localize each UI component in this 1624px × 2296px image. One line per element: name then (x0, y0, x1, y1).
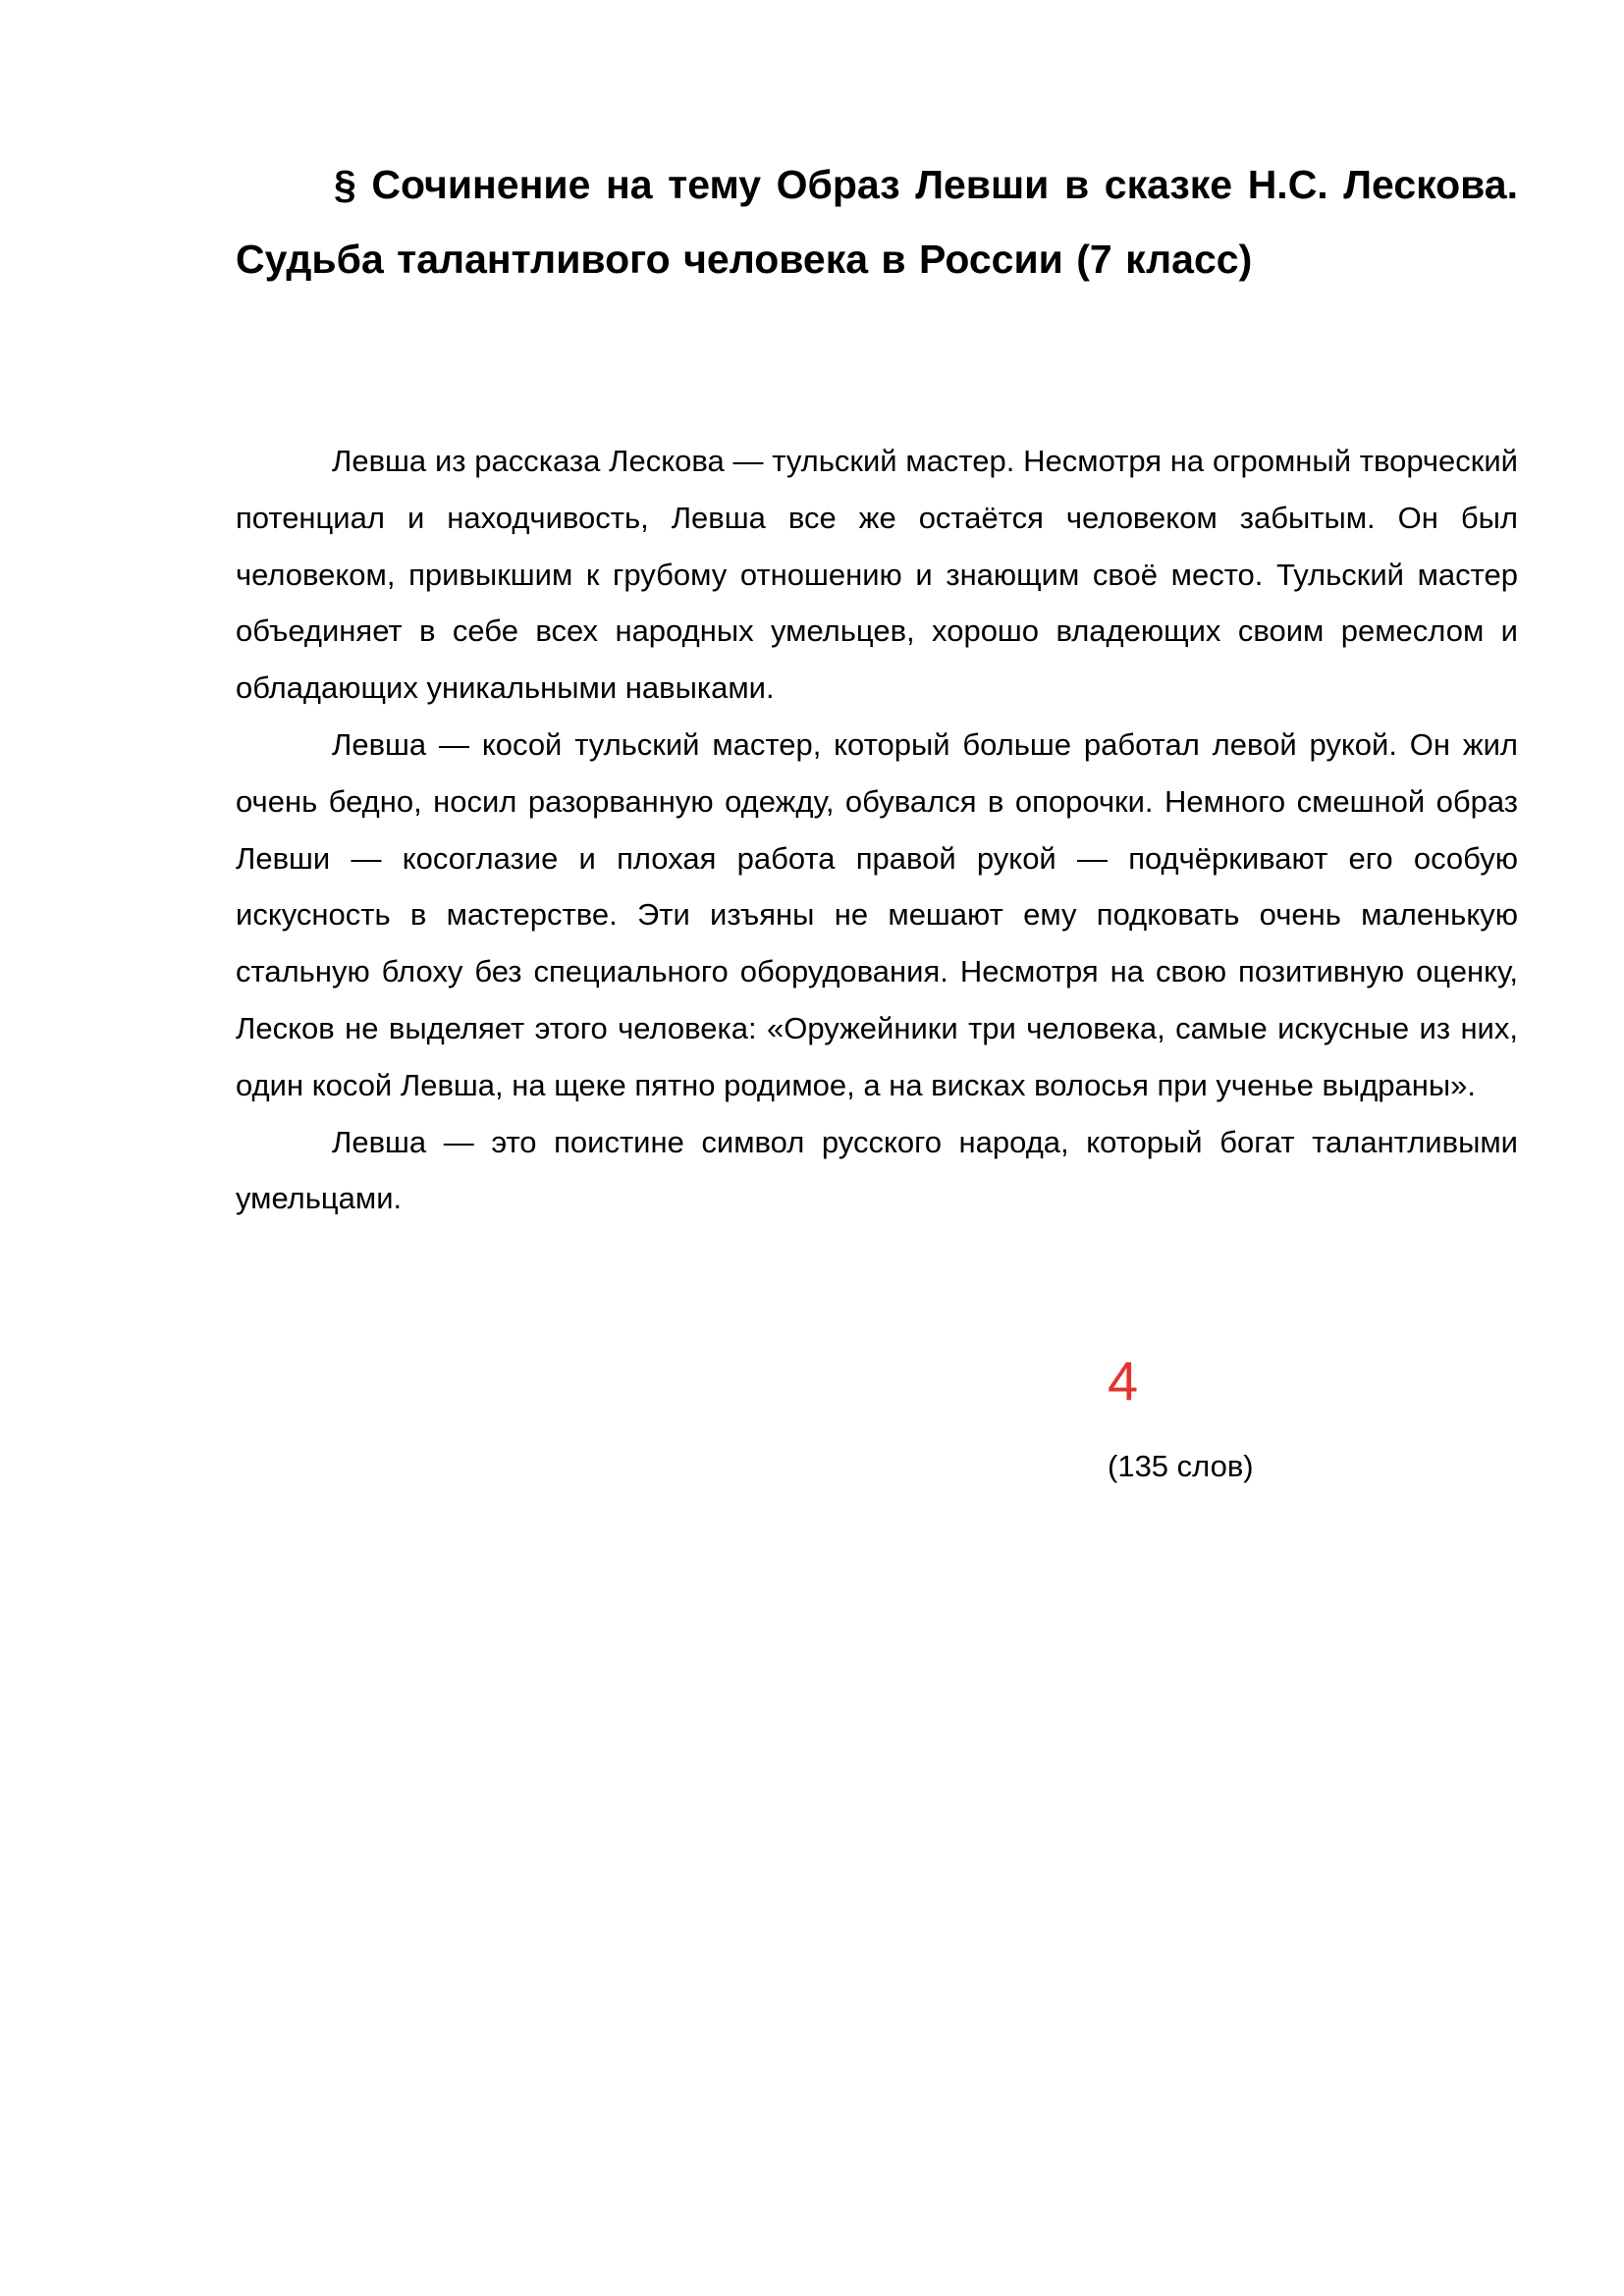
essay-paragraph-2: Левша — косой тульский мастер, который больше работал левой рукой. Он жил очень бедно, носил разорванную одежду, обувался в опорочки. Немного смешной образ Левши — косоглазие и плохая работа правой рукой — подчёркивают его особую искусность в мастерстве. Эти изъяны не мешают ему подковать очень маленькую стальную блоху без специального оборудования. Несмотря на свою позитивную оценку, Лесков не выделяет этого человека: «Оружейники три человека, самые искусные из них, один косой Левша, на щеке пятно родимое, а на висках волосья при ученье выдраны». (236, 726, 1518, 1102)
word-count: (135 слов) (1108, 1449, 1254, 1483)
essay-body (236, 433, 1518, 1227)
essay-paragraph-3: Левша — это поистине символ русского народа, который богат талантливыми умельцами. (236, 1124, 1518, 1216)
essay-paragraph-1: Левша из рассказа Лескова — тульский мастер. Несмотря на огромный творческий потенциал и находчивость, Левша все же остаётся человеком забытым. Он был человеком, привыкшим к грубому отношению и знающим своё место. Тульский мастер объединяет в себе всех народных умельцев, хорошо владеющих своим ремеслом и обладающих уникальными навыками. (236, 444, 1518, 706)
essay-title: § Сочинение на тему Образ Левши в сказке Н.С. Лескова. Судьба талантливого человека в России (7 класс) (236, 162, 1518, 282)
grade-mark: 4 (1108, 1350, 1139, 1412)
